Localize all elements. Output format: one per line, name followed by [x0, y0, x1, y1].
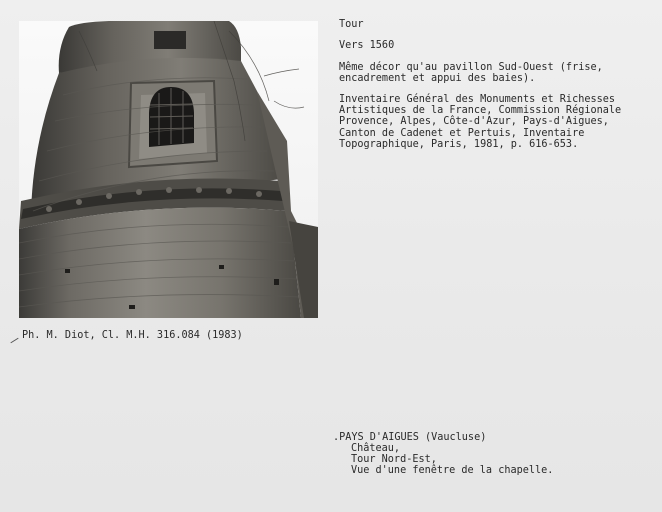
location-line: Vue d'une fenêtre de la chapelle.	[351, 465, 554, 476]
pen-mark	[10, 338, 18, 344]
description-line: Même décor qu'au pavillon Sud-Ouest (frise,	[339, 61, 603, 73]
tower-photograph	[19, 21, 318, 318]
catalog-notes	[339, 19, 621, 151]
location-region: .PAYS D'AIGUES (Vaucluse)	[333, 432, 487, 443]
reference-line: Topographique, Paris, 1981, p. 616-653.	[339, 139, 579, 151]
reference-line: Canton de Cadenet et Pertuis, Inventaire	[339, 127, 585, 139]
photo-credit: Ph. M. Diot, Cl. M.H. 316.084 (1983)	[22, 330, 243, 341]
description-line: encadrement et appui des baies).	[339, 73, 536, 85]
reference-line: Artistiques de la France, Commission Régionale	[339, 105, 622, 117]
reference-line: Inventaire Général des Monuments et Richesses	[339, 93, 616, 105]
date: Vers 1560	[339, 40, 395, 52]
tower-image	[19, 21, 318, 318]
location-line: Tour Nord-Est,	[351, 454, 437, 465]
location-line: Château,	[351, 443, 401, 454]
location-block	[333, 432, 553, 476]
reference-line: Provence, Alpes, Côte-d'Azur, Pays-d'Aigues,	[339, 116, 609, 128]
heading: Tour	[339, 19, 364, 30]
